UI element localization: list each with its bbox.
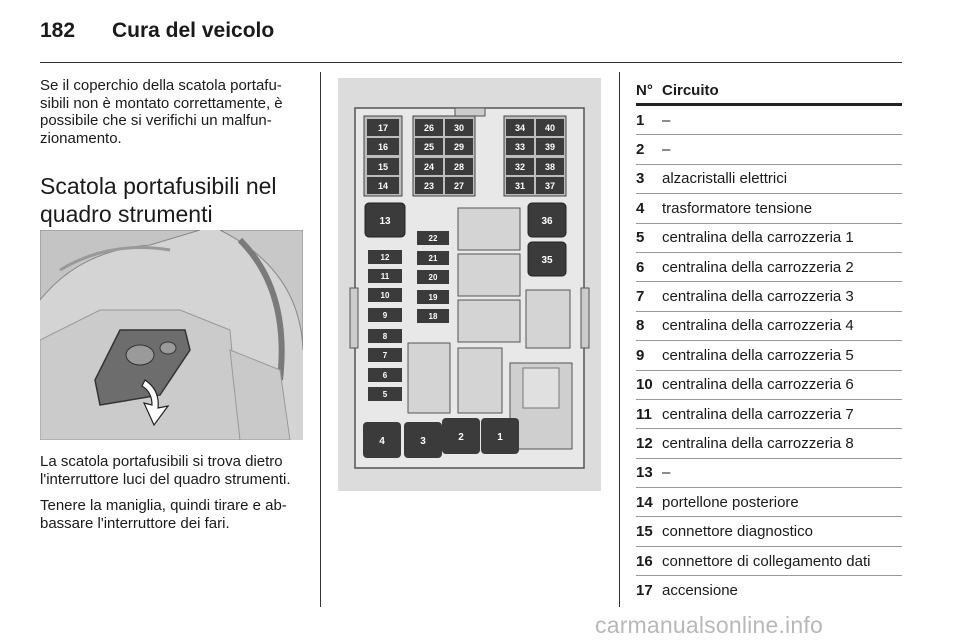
fuse-label: 16 (377, 142, 389, 152)
relay-label: 4 (379, 436, 385, 447)
fuse-label: 19 (428, 293, 438, 302)
relay-label: 1 (497, 432, 503, 443)
fuse-label: 20 (428, 273, 438, 282)
circuit-name: – (662, 111, 671, 129)
fuse-label: 37 (544, 181, 556, 191)
fuse-label: 9 (382, 311, 388, 320)
circuit-name: connettore di collegamento dati (662, 552, 871, 570)
circuit-name: portellone posteriore (662, 493, 799, 511)
table-row (636, 488, 902, 517)
table-row (636, 253, 902, 282)
fuse-number: 11 (636, 405, 652, 423)
page-number: 182 (40, 19, 76, 42)
circuit-name: accensione (662, 581, 738, 599)
fuse-label: 6 (382, 371, 388, 380)
fuse-number: 17 (636, 581, 653, 599)
fuse-label: 39 (544, 142, 556, 152)
dashboard-photo (40, 230, 303, 440)
table-row (636, 282, 902, 311)
table-row (636, 224, 902, 253)
fuse-label: 22 (428, 234, 438, 243)
fuse-number: 12 (636, 434, 653, 452)
circuit-name: trasformatore tensione (662, 199, 813, 217)
fuse-number: 10 (636, 376, 653, 394)
table-row (636, 400, 902, 429)
header-number: N° (636, 82, 653, 99)
fuse-number: 6 (636, 258, 645, 276)
table-row (636, 371, 902, 400)
relay-label: 3 (420, 436, 426, 447)
fusebox-diagram (338, 78, 601, 491)
circuit-name: connettore diagnostico (662, 523, 813, 541)
middle-fuses (417, 231, 449, 323)
relay-label: 35 (541, 255, 553, 266)
fuse-number: 15 (636, 523, 653, 541)
bottom-relays (363, 418, 519, 458)
circuit-name: centralina della carrozzeria 8 (662, 434, 854, 452)
empty-slot (458, 300, 520, 342)
table-row (636, 165, 902, 194)
fuse-label: 7 (382, 351, 388, 360)
circuit-name: alzacristalli elettrici (662, 170, 788, 188)
intro-line: Se il coperchio della scatola portafu- (40, 77, 282, 94)
fuse-label: 27 (453, 181, 465, 191)
fuse-label: 21 (428, 254, 438, 263)
fuse-number: 9 (636, 346, 645, 364)
header-rule (40, 62, 902, 63)
empty-slot (526, 290, 570, 348)
caption-line: l'interruttore luci del quadro strumenti. (40, 470, 291, 488)
relay-label: 36 (541, 216, 553, 227)
intro-line: zionamento. (40, 129, 122, 147)
table-row (636, 194, 902, 223)
circuit-name: centralina della carrozzeria 5 (662, 346, 854, 364)
circuit-name: – (662, 464, 671, 482)
circuit-name: centralina della carrozzeria 2 (662, 258, 854, 276)
empty-slot (458, 208, 520, 250)
fuse-table (636, 78, 902, 605)
empty-slot (458, 254, 520, 296)
table-row (636, 106, 902, 135)
instruction-line: bassare l'interruttore dei fari. (40, 514, 230, 532)
relay-label: 2 (458, 432, 464, 443)
table-row (636, 547, 902, 576)
fuse-label: 34 (514, 123, 526, 133)
caption-line: La scatola portafusibili si trova dietro (40, 453, 283, 470)
fuse-number: 16 (636, 552, 653, 570)
instruction-line: Tenere la maniglia, quindi tirare e ab- (40, 497, 287, 514)
fuse-number: 5 (636, 229, 645, 247)
circuit-name: centralina della carrozzeria 3 (662, 288, 854, 306)
circuit-name: centralina della carrozzeria 4 (662, 317, 854, 335)
fuse-label: 30 (453, 123, 465, 133)
intro-paragraph (40, 77, 308, 147)
fuse-number: 14 (636, 493, 653, 511)
fuse-label: 11 (380, 272, 390, 281)
fuse-label: 15 (377, 162, 389, 172)
fusebox-svg (338, 78, 601, 491)
fuse-label: 18 (428, 312, 438, 321)
fusebox-heading (40, 172, 308, 228)
fuse-label: 26 (423, 123, 435, 133)
circuit-name: centralina della carrozzeria 7 (662, 405, 854, 423)
table-row (636, 312, 902, 341)
fuse-label: 12 (380, 253, 390, 262)
heading-line: Scatola portafusibili nel (40, 173, 277, 199)
footer-watermark: carmanualsonline.info (595, 612, 823, 638)
intro-line: sibili non è montato correttamente, è (40, 94, 283, 112)
fuse-label: 24 (423, 162, 435, 172)
fuse-label: 25 (423, 142, 435, 152)
fuse-label: 33 (514, 142, 526, 152)
fuse-label: 38 (544, 162, 556, 172)
fuse-label: 29 (453, 142, 465, 152)
table-header (636, 78, 902, 106)
table-row (636, 576, 902, 604)
fuse-label: 5 (382, 390, 388, 399)
table-row (636, 459, 902, 488)
column-divider-left (320, 72, 321, 607)
circuit-name: centralina della carrozzeria 1 (662, 229, 854, 247)
section-title: Cura del veicolo (112, 19, 275, 42)
circuit-name: centralina della carrozzeria 6 (662, 376, 854, 394)
fuse-number: 4 (636, 199, 645, 217)
empty-slot (408, 343, 450, 413)
fuse-label: 8 (382, 332, 388, 341)
instruction-paragraph (40, 497, 308, 532)
fuse-label: 23 (423, 181, 435, 191)
fuse-label: 31 (514, 181, 526, 191)
fuse-number: 8 (636, 317, 645, 335)
column-divider-right (619, 72, 620, 607)
fuse-label: 40 (544, 123, 556, 133)
empty-slot (523, 368, 559, 408)
fuse-label: 10 (380, 291, 390, 300)
fuse-number: 7 (636, 288, 645, 306)
fuse-label: 32 (514, 162, 526, 172)
heading-line: quadro strumenti (40, 201, 213, 227)
fuse-label: 14 (377, 181, 389, 191)
table-row (636, 135, 902, 164)
fuse-number: 2 (636, 141, 645, 159)
relay-label: 13 (379, 216, 391, 227)
circuit-name: – (662, 141, 671, 159)
caption-paragraph (40, 453, 308, 488)
table-row (636, 341, 902, 370)
fuse-label: 17 (377, 123, 389, 133)
dashboard-illustration (40, 230, 303, 440)
fuse-number: 13 (636, 464, 653, 482)
intro-line: possibile che si verifichi un malfun- (40, 112, 272, 129)
fuse-number: 3 (636, 170, 645, 188)
table-row (636, 517, 902, 546)
fuse-label: 28 (453, 162, 465, 172)
fuse-number: 1 (636, 111, 645, 129)
empty-slot (458, 348, 502, 413)
table-row (636, 429, 902, 458)
header-circuit: Circuito (662, 82, 719, 99)
